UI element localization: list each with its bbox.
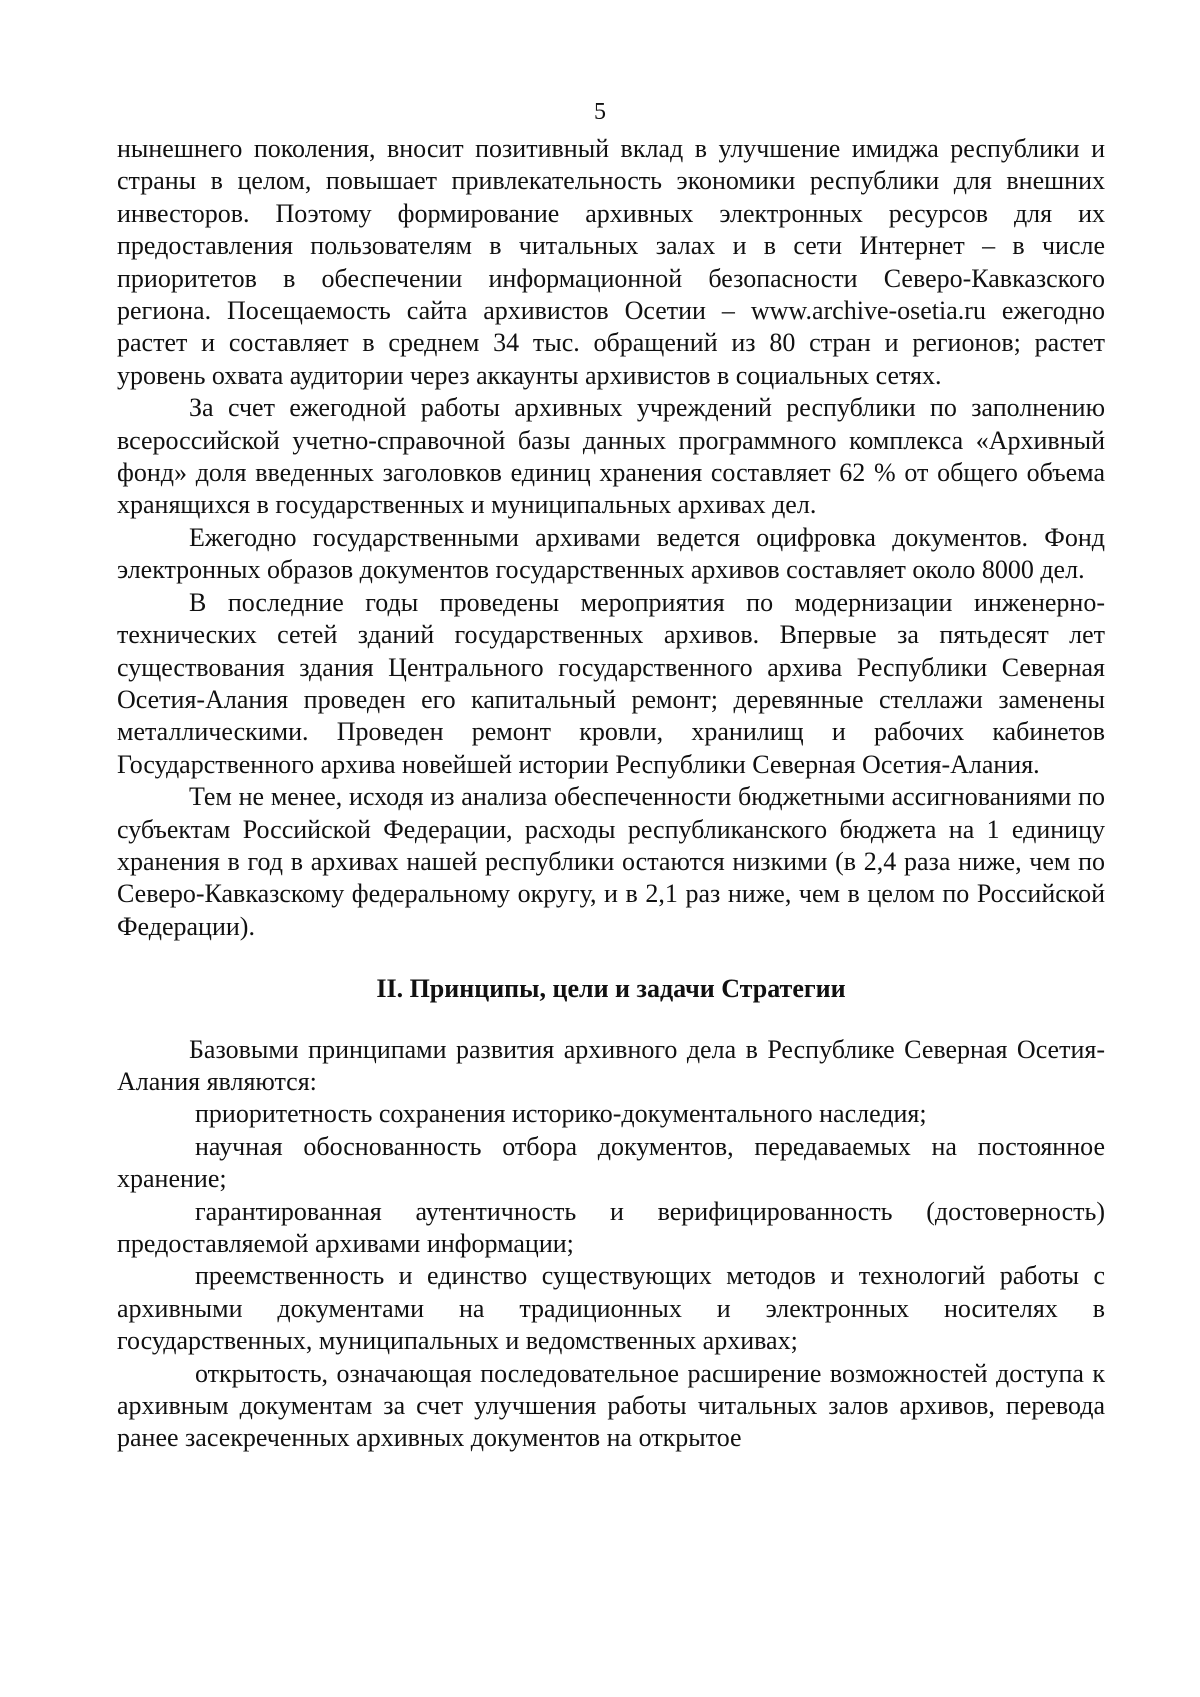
principles-intro: Базовыми принципами развития архивного дела в Республике Северная Осетия-Алания являются: bbox=[117, 1034, 1105, 1096]
paragraph-continuation: нынешнего поколения, вносит позитивный вклад в улучшение имиджа республики и страны в целом, повышает привлекательность экономики республики для внешних инвесторов. Поэтому формирование архивных электронных ресурсов для их предоставления пользователям в читальных залах и в сети Интернет – в числе приоритетов в обеспечении информационной безопасности Северо-Кавказского региона. Посещаемость сайта архивистов Осетии – www.archive-osetia.ru ежегодно растет и составляет в среднем 34 тыс. обращений из 80 стран и регионов; растет уровень охвата аудитории через аккаунты архивистов в социальных сетях. bbox=[117, 134, 1105, 390]
paragraph-database: За счет ежегодной работы архивных учреждений республики по заполнению всероссийской учетно-справочной базы данных программного комплекса «Архивный фонд» доля введенных заголовков единиц хранения составляет 62 % от общего объема хранящихся в государственных и муниципальных архивах дел. bbox=[117, 393, 1105, 520]
principle-item: научная обоснованность отбора документов, передаваемых на постоянное хранение; bbox=[117, 1131, 1105, 1194]
section-heading: II. Принципы, цели и задачи Стратегии bbox=[376, 974, 846, 1004]
paragraph-budget: Тем не менее, исходя из анализа обеспеченности бюджетными ассигнованиями по субъектам Российской Федерации, расходы республиканского бюджета на 1 единицу хранения в год в архивах нашей республики остаются низкими (в 2,4 раза ниже, чем по Северо-Кавказскому федеральному округу, и в 2,1 раз ниже, чем в целом по Российской Федерации). bbox=[117, 782, 1105, 941]
paragraph-digitization: Ежегодно государственными архивами ведется оцифровка документов. Фонд электронных образов документов государственных архивов составляет около 8000 дел. bbox=[117, 522, 1105, 585]
principle-item: гарантированная аутентичность и верифицированность (достоверность) предоставляемой архивами информации; bbox=[117, 1196, 1105, 1258]
principle-item: открытость, означающая последовательное расширение возможностей доступа к архивным документам за счет улучшения работы читальных залов архивов, перевода ранее засекреченных архивных документов на открытое bbox=[117, 1358, 1105, 1453]
principle-item: преемственность и единство существующих методов и технологий работы с архивными документами на традиционных и электронных носителях в государственных, муниципальных и ведомственных архивах; bbox=[117, 1261, 1105, 1356]
paragraph-modernization: В последние годы проведены мероприятия по модернизации инженерно-технических сетей зданий государственных архивов. Впервые за пятьдесят лет существования здания Центрального государственного архива Республики Северная Осетия-Алания проведен его капитальный ремонт; деревянные стеллажи заменены металлическими. Проведен ремонт кровли, хранилищ и рабочих кабинетов Государственного архива новейшей истории Республики Северная Осетия-Алания. bbox=[117, 587, 1105, 779]
page-number: 5 bbox=[594, 99, 606, 125]
principle-item: приоритетность сохранения историко-документального наследия; bbox=[195, 1099, 927, 1129]
document-body bbox=[117, 133, 1105, 1455]
